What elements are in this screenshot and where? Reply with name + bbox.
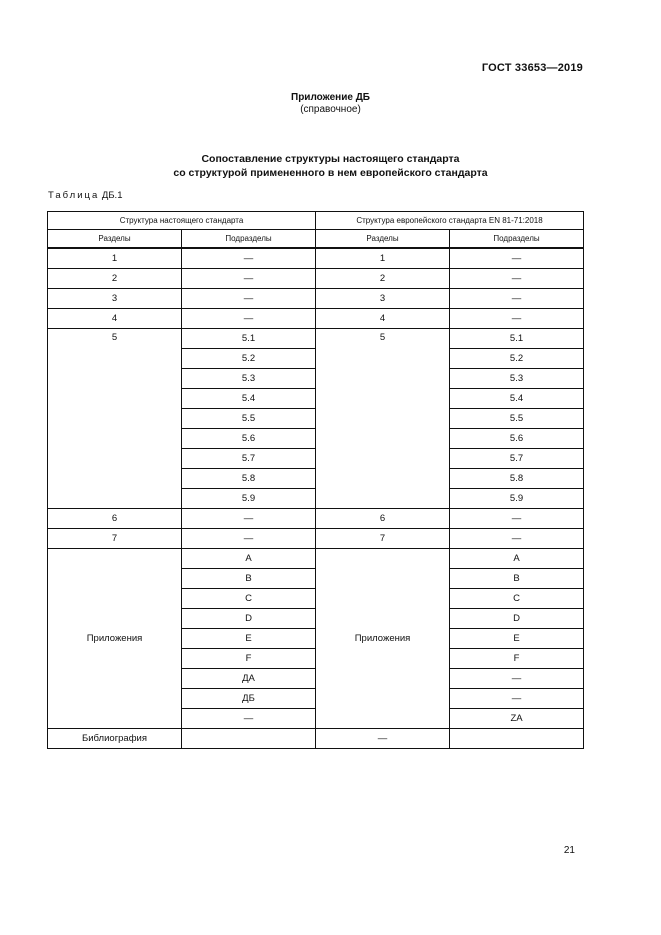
cell: 5.5 [450, 409, 584, 429]
table-row [48, 309, 584, 329]
cell: 1 [316, 248, 450, 269]
cell: 5.2 [182, 349, 316, 369]
cell: 6 [316, 509, 450, 529]
table-row [48, 289, 584, 309]
cell: B [450, 569, 584, 589]
table-row [48, 329, 584, 349]
cell: — [182, 248, 316, 269]
cell: — [182, 309, 316, 329]
cell: 5.8 [450, 469, 584, 489]
cell: 1 [48, 248, 182, 269]
cell-appendices-right: Приложения [316, 549, 450, 729]
cell-bibliography-left: Библиография [48, 729, 182, 749]
cell-bibliography-right: — [316, 729, 450, 749]
cell: 2 [316, 269, 450, 289]
cell: A [182, 549, 316, 569]
cell: D [182, 609, 316, 629]
cell: — [182, 529, 316, 549]
cell: 5.9 [182, 489, 316, 509]
comparison-table [47, 211, 584, 749]
cell: F [182, 649, 316, 669]
cell: E [450, 629, 584, 649]
cell: — [450, 309, 584, 329]
cell: F [450, 649, 584, 669]
table-group-header-row [48, 212, 584, 230]
cell: 5.5 [182, 409, 316, 429]
cell: 5.4 [450, 389, 584, 409]
table-caption-number: ДБ.1 [101, 190, 123, 201]
cell: 4 [316, 309, 450, 329]
cell: 3 [316, 289, 450, 309]
cell: D [450, 609, 584, 629]
cell: 5.8 [182, 469, 316, 489]
cell: 5.6 [182, 429, 316, 449]
cell: — [450, 248, 584, 269]
annex-subtitle: (справочное) [300, 104, 361, 115]
cell: C [182, 589, 316, 609]
group-header-left: Структура настоящего стандарта [48, 212, 316, 230]
cell: 5.7 [182, 449, 316, 469]
cell: — [182, 509, 316, 529]
cell: 6 [48, 509, 182, 529]
cell: ДБ [182, 689, 316, 709]
cell: — [450, 669, 584, 689]
section-heading-line-2: со структурой примененного в нем европейского стандарта [173, 167, 488, 179]
cell: C [450, 589, 584, 609]
cell: 7 [316, 529, 450, 549]
cell: 4 [48, 309, 182, 329]
cell: 5.9 [450, 489, 584, 509]
section-heading-line-1: Сопоставление структуры настоящего стандарта [201, 153, 460, 165]
cell: — [182, 289, 316, 309]
group-header-right: Структура европейского стандарта EN 81-71:2018 [316, 212, 584, 230]
table-row [48, 269, 584, 289]
table-caption-word: Таблица [48, 190, 100, 201]
cell: A [450, 549, 584, 569]
cell: 2 [48, 269, 182, 289]
cell: E [182, 629, 316, 649]
annex-title: Приложение ДБ [291, 92, 370, 103]
col-header-subsections-right: Подразделы [450, 230, 584, 249]
cell: 5.1 [450, 329, 584, 349]
cell: 5.1 [182, 329, 316, 349]
cell: 5.4 [182, 389, 316, 409]
cell: ZA [450, 709, 584, 729]
cell: 3 [48, 289, 182, 309]
cell: 5.7 [450, 449, 584, 469]
cell: B [182, 569, 316, 589]
cell: — [450, 529, 584, 549]
col-header-subsections: Подразделы [182, 230, 316, 249]
table-row [48, 248, 584, 269]
cell: 5.3 [450, 369, 584, 389]
table-row [48, 549, 584, 569]
document-code: ГОСТ 33653—2019 [481, 62, 583, 74]
cell: 7 [48, 529, 182, 549]
cell: — [450, 509, 584, 529]
cell: — [450, 689, 584, 709]
cell: ДА [182, 669, 316, 689]
cell: 5.3 [182, 369, 316, 389]
cell-appendices-left: Приложения [48, 549, 182, 729]
col-header-sections: Разделы [48, 230, 182, 249]
comparison-table-wrap [47, 211, 584, 749]
table-row [48, 509, 584, 529]
table-caption [48, 190, 122, 201]
cell-section-5-right: 5 [316, 329, 450, 509]
cell: — [182, 709, 316, 729]
cell: 5.2 [450, 349, 584, 369]
page-number: 21 [563, 845, 575, 856]
col-header-sections-right: Разделы [316, 230, 450, 249]
cell-empty [450, 729, 584, 749]
cell: — [450, 289, 584, 309]
table-row [48, 529, 584, 549]
cell: 5.6 [450, 429, 584, 449]
table-row-bibliography [48, 729, 584, 749]
cell: — [182, 269, 316, 289]
cell-empty [182, 729, 316, 749]
table-column-header-row [48, 230, 584, 249]
cell-section-5-left: 5 [48, 329, 182, 509]
cell: — [450, 269, 584, 289]
